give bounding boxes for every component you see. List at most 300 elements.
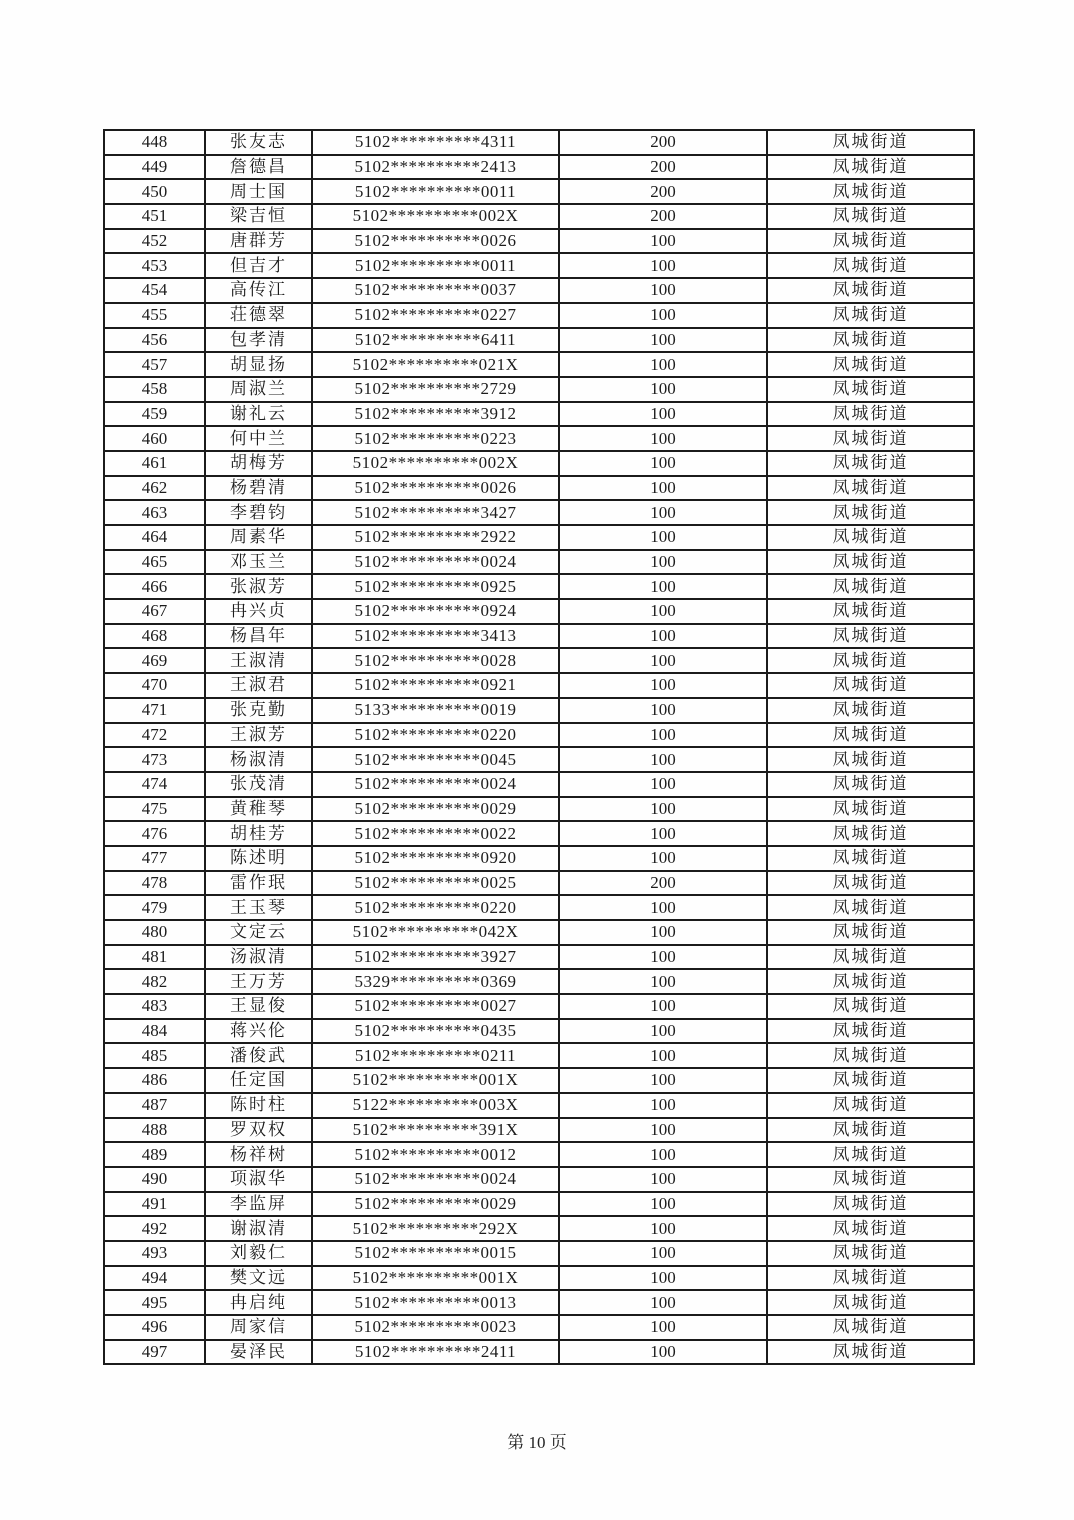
cell-name: 邓玉兰 <box>205 550 312 575</box>
cell-name: 张友志 <box>205 130 312 155</box>
cell-amount: 100 <box>559 698 767 723</box>
table-row <box>104 920 974 945</box>
table-row <box>104 969 974 994</box>
table-row <box>104 476 974 501</box>
table-row <box>104 1290 974 1315</box>
cell-amount: 100 <box>559 920 767 945</box>
cell-name: 杨昌年 <box>205 624 312 649</box>
cell-amount: 100 <box>559 1142 767 1167</box>
cell-name: 唐群芳 <box>205 229 312 254</box>
cell-amount: 100 <box>559 772 767 797</box>
table-row <box>104 797 974 822</box>
cell-no: 461 <box>104 451 205 476</box>
cell-id_masked: 5102**********4311 <box>312 130 559 155</box>
cell-name: 李碧钧 <box>205 500 312 525</box>
cell-id_masked: 5102**********021X <box>312 352 559 377</box>
cell-district: 凤城街道 <box>767 1241 974 1266</box>
cell-amount: 100 <box>559 648 767 673</box>
cell-no: 456 <box>104 328 205 353</box>
cell-id_masked: 5102**********3927 <box>312 945 559 970</box>
cell-id_masked: 5102**********0011 <box>312 179 559 204</box>
cell-amount: 200 <box>559 871 767 896</box>
cell-no: 487 <box>104 1093 205 1118</box>
cell-id_masked: 5102**********0220 <box>312 895 559 920</box>
cell-id_masked: 5102**********001X <box>312 1266 559 1291</box>
cell-amount: 100 <box>559 1043 767 1068</box>
cell-amount: 100 <box>559 278 767 303</box>
cell-district: 凤城街道 <box>767 328 974 353</box>
cell-no: 460 <box>104 426 205 451</box>
cell-id_masked: 5102**********0223 <box>312 426 559 451</box>
cell-amount: 100 <box>559 969 767 994</box>
cell-district: 凤城街道 <box>767 525 974 550</box>
cell-id_masked: 5102**********0924 <box>312 599 559 624</box>
cell-name: 周士国 <box>205 179 312 204</box>
cell-name: 高传江 <box>205 278 312 303</box>
cell-id_masked: 5122**********003X <box>312 1093 559 1118</box>
cell-no: 485 <box>104 1043 205 1068</box>
cell-district: 凤城街道 <box>767 476 974 501</box>
table-row <box>104 673 974 698</box>
cell-district: 凤城街道 <box>767 723 974 748</box>
table-row <box>104 871 974 896</box>
cell-district: 凤城街道 <box>767 1290 974 1315</box>
cell-district: 凤城街道 <box>767 377 974 402</box>
table-row <box>104 402 974 427</box>
cell-name: 周素华 <box>205 525 312 550</box>
table-row <box>104 1266 974 1291</box>
cell-amount: 100 <box>559 846 767 871</box>
cell-amount: 100 <box>559 303 767 328</box>
cell-district: 凤城街道 <box>767 1019 974 1044</box>
cell-name: 雷作珉 <box>205 871 312 896</box>
cell-id_masked: 5102**********0024 <box>312 772 559 797</box>
cell-no: 467 <box>104 599 205 624</box>
cell-no: 459 <box>104 402 205 427</box>
cell-amount: 100 <box>559 895 767 920</box>
table-row <box>104 204 974 229</box>
cell-district: 凤城街道 <box>767 1142 974 1167</box>
table-row <box>104 821 974 846</box>
table-row <box>104 451 974 476</box>
table-row <box>104 846 974 871</box>
cell-no: 480 <box>104 920 205 945</box>
cell-name: 陈时柱 <box>205 1093 312 1118</box>
cell-district: 凤城街道 <box>767 155 974 180</box>
cell-id_masked: 5102**********0925 <box>312 574 559 599</box>
cell-amount: 100 <box>559 500 767 525</box>
cell-name: 王显俊 <box>205 994 312 1019</box>
cell-id_masked: 5102**********042X <box>312 920 559 945</box>
table-row <box>104 1118 974 1143</box>
table-row <box>104 945 974 970</box>
table-row <box>104 1340 974 1365</box>
cell-id_masked: 5102**********0435 <box>312 1019 559 1044</box>
cell-id_masked: 5102**********0045 <box>312 747 559 772</box>
cell-name: 杨祥树 <box>205 1142 312 1167</box>
cell-no: 488 <box>104 1118 205 1143</box>
cell-no: 453 <box>104 253 205 278</box>
cell-district: 凤城街道 <box>767 1192 974 1217</box>
cell-name: 黄稚琴 <box>205 797 312 822</box>
table-row <box>104 747 974 772</box>
cell-district: 凤城街道 <box>767 1118 974 1143</box>
cell-no: 452 <box>104 229 205 254</box>
table-row <box>104 1241 974 1266</box>
cell-amount: 100 <box>559 1019 767 1044</box>
table-row <box>104 179 974 204</box>
cell-id_masked: 5102**********0027 <box>312 994 559 1019</box>
cell-amount: 100 <box>559 574 767 599</box>
cell-id_masked: 5102**********0029 <box>312 1192 559 1217</box>
table-row <box>104 1019 974 1044</box>
cell-no: 471 <box>104 698 205 723</box>
cell-id_masked: 5102**********2413 <box>312 155 559 180</box>
cell-name: 樊文远 <box>205 1266 312 1291</box>
cell-amount: 100 <box>559 797 767 822</box>
cell-no: 473 <box>104 747 205 772</box>
table-row <box>104 253 974 278</box>
cell-no: 496 <box>104 1315 205 1340</box>
table-row <box>104 328 974 353</box>
cell-no: 484 <box>104 1019 205 1044</box>
cell-id_masked: 5329**********0369 <box>312 969 559 994</box>
cell-name: 冉兴贞 <box>205 599 312 624</box>
page-number-footer: 第 10 页 <box>507 1433 567 1452</box>
cell-amount: 100 <box>559 1290 767 1315</box>
cell-name: 李监屏 <box>205 1192 312 1217</box>
cell-amount: 100 <box>559 352 767 377</box>
cell-no: 492 <box>104 1216 205 1241</box>
cell-id_masked: 5102**********292X <box>312 1216 559 1241</box>
cell-no: 482 <box>104 969 205 994</box>
cell-amount: 100 <box>559 624 767 649</box>
cell-district: 凤城街道 <box>767 871 974 896</box>
cell-id_masked: 5102**********0029 <box>312 797 559 822</box>
cell-id_masked: 5102**********2922 <box>312 525 559 550</box>
table-row <box>104 772 974 797</box>
cell-id_masked: 5102**********3912 <box>312 402 559 427</box>
cell-id_masked: 5102**********0015 <box>312 1241 559 1266</box>
cell-district: 凤城街道 <box>767 500 974 525</box>
table-row <box>104 130 974 155</box>
cell-id_masked: 5102**********0023 <box>312 1315 559 1340</box>
cell-id_masked: 5102**********3413 <box>312 624 559 649</box>
cell-district: 凤城街道 <box>767 920 974 945</box>
cell-no: 479 <box>104 895 205 920</box>
cell-id_masked: 5102**********0028 <box>312 648 559 673</box>
cell-amount: 200 <box>559 179 767 204</box>
cell-no: 451 <box>104 204 205 229</box>
cell-no: 449 <box>104 155 205 180</box>
cell-amount: 100 <box>559 550 767 575</box>
cell-id_masked: 5102**********0037 <box>312 278 559 303</box>
cell-no: 465 <box>104 550 205 575</box>
cell-name: 但吉才 <box>205 253 312 278</box>
cell-no: 491 <box>104 1192 205 1217</box>
cell-name: 项淑华 <box>205 1167 312 1192</box>
cell-name: 詹德昌 <box>205 155 312 180</box>
cell-amount: 100 <box>559 476 767 501</box>
table-body <box>104 130 974 1364</box>
cell-district: 凤城街道 <box>767 821 974 846</box>
cell-name: 王淑君 <box>205 673 312 698</box>
cell-district: 凤城街道 <box>767 1216 974 1241</box>
table-row <box>104 550 974 575</box>
cell-no: 462 <box>104 476 205 501</box>
cell-name: 王淑芳 <box>205 723 312 748</box>
cell-district: 凤城街道 <box>767 648 974 673</box>
cell-name: 杨淑清 <box>205 747 312 772</box>
cell-no: 466 <box>104 574 205 599</box>
cell-name: 何中兰 <box>205 426 312 451</box>
cell-id_masked: 5102**********002X <box>312 204 559 229</box>
cell-id_masked: 5102**********001X <box>312 1068 559 1093</box>
cell-district: 凤城街道 <box>767 797 974 822</box>
cell-district: 凤城街道 <box>767 253 974 278</box>
table-row <box>104 500 974 525</box>
table-row <box>104 723 974 748</box>
cell-id_masked: 5133**********0019 <box>312 698 559 723</box>
table-row <box>104 574 974 599</box>
cell-amount: 100 <box>559 328 767 353</box>
cell-district: 凤城街道 <box>767 1068 974 1093</box>
cell-name: 谢淑清 <box>205 1216 312 1241</box>
cell-no: 450 <box>104 179 205 204</box>
cell-no: 489 <box>104 1142 205 1167</box>
cell-amount: 100 <box>559 1266 767 1291</box>
table-row <box>104 1167 974 1192</box>
cell-district: 凤城街道 <box>767 895 974 920</box>
cell-amount: 100 <box>559 377 767 402</box>
cell-id_masked: 5102**********3427 <box>312 500 559 525</box>
table-row <box>104 895 974 920</box>
cell-id_masked: 5102**********0011 <box>312 253 559 278</box>
cell-no: 470 <box>104 673 205 698</box>
cell-name: 刘毅仁 <box>205 1241 312 1266</box>
cell-id_masked: 5102**********0013 <box>312 1290 559 1315</box>
cell-district: 凤城街道 <box>767 1340 974 1365</box>
cell-district: 凤城街道 <box>767 945 974 970</box>
cell-no: 472 <box>104 723 205 748</box>
cell-name: 任定国 <box>205 1068 312 1093</box>
cell-district: 凤城街道 <box>767 772 974 797</box>
cell-district: 凤城街道 <box>767 747 974 772</box>
cell-id_masked: 5102**********0921 <box>312 673 559 698</box>
cell-district: 凤城街道 <box>767 698 974 723</box>
cell-id_masked: 5102**********0024 <box>312 550 559 575</box>
cell-district: 凤城街道 <box>767 352 974 377</box>
cell-district: 凤城街道 <box>767 1043 974 1068</box>
cell-name: 胡桂芳 <box>205 821 312 846</box>
cell-amount: 200 <box>559 204 767 229</box>
cell-id_masked: 5102**********0026 <box>312 476 559 501</box>
cell-id_masked: 5102**********0022 <box>312 821 559 846</box>
cell-amount: 100 <box>559 994 767 1019</box>
table-row <box>104 1216 974 1241</box>
table-row <box>104 525 974 550</box>
table-row <box>104 426 974 451</box>
table-row <box>104 624 974 649</box>
cell-district: 凤城街道 <box>767 969 974 994</box>
cell-name: 王玉琴 <box>205 895 312 920</box>
cell-district: 凤城街道 <box>767 673 974 698</box>
cell-amount: 200 <box>559 155 767 180</box>
cell-name: 王淑清 <box>205 648 312 673</box>
cell-name: 杨碧清 <box>205 476 312 501</box>
cell-name: 罗双权 <box>205 1118 312 1143</box>
cell-amount: 100 <box>559 723 767 748</box>
cell-amount: 100 <box>559 426 767 451</box>
cell-district: 凤城街道 <box>767 550 974 575</box>
table-row <box>104 278 974 303</box>
cell-id_masked: 5102**********0025 <box>312 871 559 896</box>
cell-amount: 100 <box>559 673 767 698</box>
cell-district: 凤城街道 <box>767 426 974 451</box>
cell-amount: 100 <box>559 402 767 427</box>
cell-name: 周家信 <box>205 1315 312 1340</box>
cell-amount: 100 <box>559 1216 767 1241</box>
cell-name: 文定云 <box>205 920 312 945</box>
cell-district: 凤城街道 <box>767 451 974 476</box>
cell-amount: 100 <box>559 1068 767 1093</box>
cell-id_masked: 5102**********002X <box>312 451 559 476</box>
cell-no: 478 <box>104 871 205 896</box>
cell-name: 冉启纯 <box>205 1290 312 1315</box>
cell-name: 汤淑清 <box>205 945 312 970</box>
cell-no: 495 <box>104 1290 205 1315</box>
cell-no: 474 <box>104 772 205 797</box>
cell-district: 凤城街道 <box>767 1093 974 1118</box>
cell-id_masked: 5102**********391X <box>312 1118 559 1143</box>
cell-name: 包孝清 <box>205 328 312 353</box>
cell-name: 晏泽民 <box>205 1340 312 1365</box>
cell-id_masked: 5102**********0211 <box>312 1043 559 1068</box>
cell-district: 凤城街道 <box>767 1167 974 1192</box>
cell-amount: 100 <box>559 451 767 476</box>
cell-amount: 100 <box>559 1118 767 1143</box>
cell-no: 458 <box>104 377 205 402</box>
cell-amount: 100 <box>559 1241 767 1266</box>
table-row <box>104 599 974 624</box>
table-row <box>104 229 974 254</box>
cell-no: 468 <box>104 624 205 649</box>
table-row <box>104 303 974 328</box>
cell-no: 486 <box>104 1068 205 1093</box>
cell-name: 胡显扬 <box>205 352 312 377</box>
cell-id_masked: 5102**********0024 <box>312 1167 559 1192</box>
table-row <box>104 648 974 673</box>
cell-amount: 100 <box>559 1192 767 1217</box>
cell-district: 凤城街道 <box>767 1315 974 1340</box>
cell-id_masked: 5102**********0220 <box>312 723 559 748</box>
cell-name: 陈述明 <box>205 846 312 871</box>
cell-district: 凤城街道 <box>767 229 974 254</box>
cell-district: 凤城街道 <box>767 1266 974 1291</box>
cell-district: 凤城街道 <box>767 179 974 204</box>
cell-district: 凤城街道 <box>767 994 974 1019</box>
cell-id_masked: 5102**********0920 <box>312 846 559 871</box>
cell-no: 476 <box>104 821 205 846</box>
cell-district: 凤城街道 <box>767 599 974 624</box>
cell-no: 469 <box>104 648 205 673</box>
cell-district: 凤城街道 <box>767 278 974 303</box>
cell-id_masked: 5102**********2411 <box>312 1340 559 1365</box>
cell-amount: 100 <box>559 945 767 970</box>
cell-district: 凤城街道 <box>767 574 974 599</box>
table-row <box>104 698 974 723</box>
cell-amount: 100 <box>559 1093 767 1118</box>
cell-no: 493 <box>104 1241 205 1266</box>
cell-name: 荘德翠 <box>205 303 312 328</box>
cell-amount: 100 <box>559 525 767 550</box>
cell-district: 凤城街道 <box>767 204 974 229</box>
table-row <box>104 155 974 180</box>
cell-district: 凤城街道 <box>767 130 974 155</box>
cell-name: 张茂清 <box>205 772 312 797</box>
cell-no: 448 <box>104 130 205 155</box>
cell-name: 张淑芳 <box>205 574 312 599</box>
cell-district: 凤城街道 <box>767 303 974 328</box>
cell-amount: 100 <box>559 1167 767 1192</box>
cell-no: 464 <box>104 525 205 550</box>
cell-amount: 100 <box>559 253 767 278</box>
table-row <box>104 1043 974 1068</box>
cell-amount: 100 <box>559 599 767 624</box>
table-row <box>104 352 974 377</box>
cell-name: 谢礼云 <box>205 402 312 427</box>
cell-amount: 200 <box>559 130 767 155</box>
cell-district: 凤城街道 <box>767 402 974 427</box>
cell-no: 483 <box>104 994 205 1019</box>
cell-name: 潘俊武 <box>205 1043 312 1068</box>
cell-no: 457 <box>104 352 205 377</box>
cell-amount: 100 <box>559 821 767 846</box>
cell-name: 蒋兴伦 <box>205 1019 312 1044</box>
cell-id_masked: 5102**********0026 <box>312 229 559 254</box>
cell-name: 王万芳 <box>205 969 312 994</box>
cell-district: 凤城街道 <box>767 846 974 871</box>
cell-no: 494 <box>104 1266 205 1291</box>
table-row <box>104 1315 974 1340</box>
cell-no: 455 <box>104 303 205 328</box>
cell-id_masked: 5102**********6411 <box>312 328 559 353</box>
cell-amount: 100 <box>559 1315 767 1340</box>
beneficiary-table <box>103 129 975 1365</box>
cell-amount: 100 <box>559 1340 767 1365</box>
cell-id_masked: 5102**********0012 <box>312 1142 559 1167</box>
cell-name: 梁吉恒 <box>205 204 312 229</box>
table-row <box>104 1192 974 1217</box>
table-row <box>104 994 974 1019</box>
cell-id_masked: 5102**********0227 <box>312 303 559 328</box>
cell-id_masked: 5102**********2729 <box>312 377 559 402</box>
table-row <box>104 377 974 402</box>
table-row <box>104 1142 974 1167</box>
cell-no: 490 <box>104 1167 205 1192</box>
cell-name: 胡梅芳 <box>205 451 312 476</box>
cell-no: 463 <box>104 500 205 525</box>
cell-district: 凤城街道 <box>767 624 974 649</box>
cell-no: 497 <box>104 1340 205 1365</box>
table-row <box>104 1068 974 1093</box>
cell-amount: 100 <box>559 747 767 772</box>
cell-no: 477 <box>104 846 205 871</box>
cell-no: 454 <box>104 278 205 303</box>
cell-name: 周淑兰 <box>205 377 312 402</box>
cell-no: 475 <box>104 797 205 822</box>
cell-amount: 100 <box>559 229 767 254</box>
